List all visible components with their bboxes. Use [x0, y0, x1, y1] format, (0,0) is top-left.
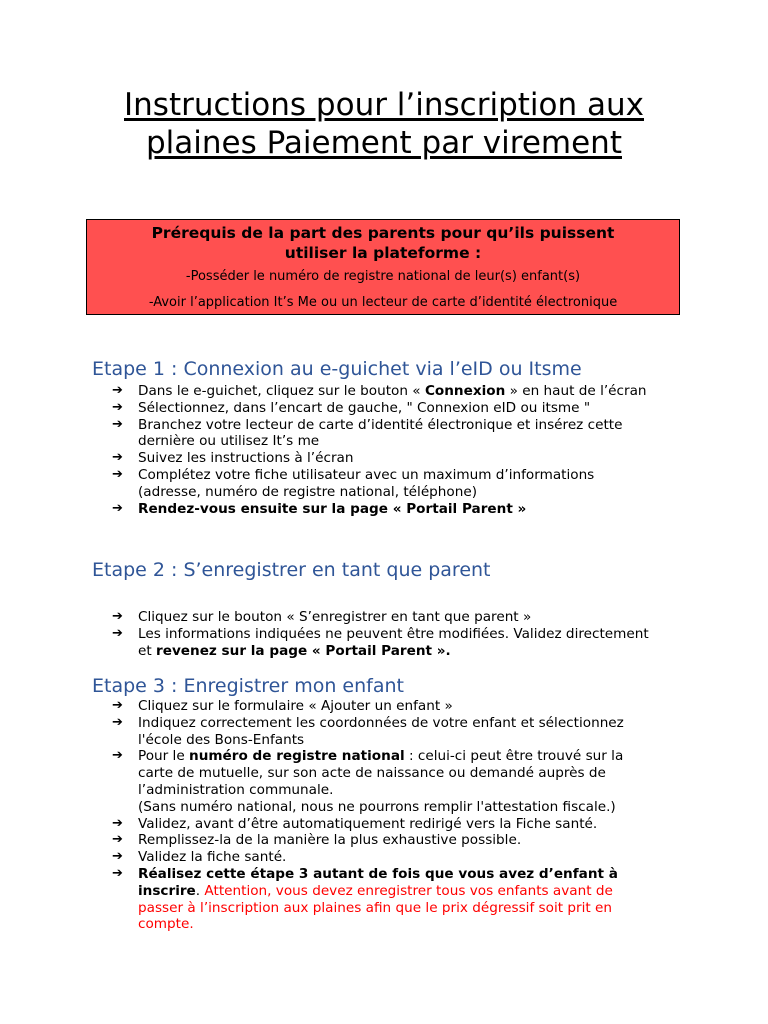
- step-1-list: [112, 383, 692, 517]
- document-title: [60, 86, 708, 162]
- step-2-heading: Etape 2 : S’enregistrer en tant que parent: [92, 559, 491, 581]
- arrow-right-icon: ➔: [112, 500, 123, 516]
- list-item: [112, 748, 692, 815]
- text: Attention, vous devez enregistrer tous vos enfants avant de: [200, 882, 613, 899]
- text: inscrire: [138, 882, 196, 899]
- text: passer à l’inscription aux plaines afin que le prix dégressif soit prit en: [138, 899, 613, 916]
- list-item: [112, 849, 692, 866]
- list-item: [112, 715, 692, 749]
- prerequisites-heading-line-1: Prérequis de la part des parents pour qu’ils puissent: [151, 224, 615, 242]
- text: l’administration communale.: [138, 781, 334, 798]
- text: revenez sur la page « Portail Parent ».: [156, 642, 451, 659]
- text: Cliquez sur le bouton « S’enregistrer en tant que parent »: [138, 609, 532, 625]
- list-item: [112, 467, 692, 501]
- step-1-heading: Etape 1 : Connexion au e-guichet via l’eID ou Itsme: [92, 358, 582, 380]
- text: Rendez-vous ensuite sur la page « Portail Parent »: [138, 500, 527, 517]
- arrow-right-icon: ➔: [112, 383, 123, 398]
- arrow-right-icon: ➔: [112, 698, 123, 713]
- step-2-list: [112, 609, 692, 659]
- arrow-right-icon: ➔: [112, 625, 123, 641]
- arrow-right-icon: ➔: [112, 815, 123, 831]
- arrow-right-icon: ➔: [112, 399, 123, 415]
- arrow-right-icon: ➔: [112, 748, 123, 764]
- text: Pour le: [138, 748, 190, 765]
- text: carte de mutuelle, sur son acte de naissance ou demandé auprès de: [138, 765, 606, 782]
- prerequisites-box: [86, 219, 680, 315]
- warning-text: [138, 883, 613, 933]
- text: Les informations indiquées ne peuvent être modifiées. Validez directement: [138, 625, 649, 642]
- arrow-right-icon: ➔: [112, 714, 123, 730]
- title-line-2: plaines Paiement par virement: [146, 125, 622, 161]
- text: Suivez les instructions à l’écran: [138, 450, 354, 467]
- prerequisites-heading: [87, 220, 679, 263]
- text: Validez la fiche santé.: [138, 849, 287, 866]
- text: Remplissez-la de la manière la plus exhaustive possible.: [138, 832, 522, 849]
- text: Indiquez correctement les coordonnées de votre enfant et sélectionnez: [138, 714, 624, 731]
- list-item: [112, 698, 692, 715]
- list-item: [112, 383, 692, 400]
- text: Réalisez cette étape 3 autant de fois que vous avez d’enfant à: [138, 865, 618, 882]
- text: Validez, avant d’être automatiquement redirigé vers la Fiche santé.: [138, 815, 598, 832]
- arrow-right-icon: ➔: [112, 609, 123, 624]
- text: (adresse, numéro de registre national, téléphone): [138, 483, 478, 500]
- list-item: [112, 450, 692, 467]
- text: Branchez votre lecteur de carte d’identité électronique et insérez cette: [138, 416, 623, 433]
- list-item: [112, 832, 692, 849]
- step-3-heading: Etape 3 : Enregistrer mon enfant: [92, 675, 404, 697]
- list-item: [112, 626, 692, 660]
- arrow-right-icon: ➔: [112, 450, 123, 466]
- prerequisites-heading-line-2: utiliser la plateforme :: [284, 244, 482, 262]
- list-item: [112, 501, 692, 518]
- text: l'école des Bons-Enfants: [138, 731, 305, 748]
- list-item: [112, 400, 692, 417]
- text: dernière ou utilisez It’s me: [138, 433, 320, 450]
- registry-number-emphasis: numéro de registre national: [189, 748, 405, 765]
- text: Sélectionnez, dans l’encart de gauche, " Connexion eID ou itsme ": [138, 399, 591, 416]
- list-item: [112, 866, 692, 933]
- text: (Sans numéro national, nous ne pourrons remplir l'attestation fiscale.): [138, 798, 616, 815]
- text: .: [195, 882, 201, 899]
- connexion-emphasis: Connexion: [424, 383, 506, 399]
- list-item: [112, 417, 692, 451]
- list-item: [112, 609, 692, 626]
- prerequisite-item-2: -Avoir l’application It’s Me ou un lecteur de carte d’identité électronique: [148, 295, 618, 310]
- prerequisite-item-1: -Posséder le numéro de registre national de leur(s) enfant(s): [185, 269, 581, 284]
- text: compte.: [138, 916, 194, 933]
- list-item: [112, 816, 692, 833]
- arrow-right-icon: ➔: [112, 865, 123, 881]
- arrow-right-icon: ➔: [112, 466, 123, 482]
- arrow-right-icon: ➔: [112, 849, 123, 865]
- text: Cliquez sur le formulaire « Ajouter un enfant »: [138, 698, 453, 714]
- arrow-right-icon: ➔: [112, 832, 123, 848]
- text: Dans le e-guichet, cliquez sur le bouton «: [138, 383, 425, 399]
- text: et: [138, 642, 157, 659]
- text: » en haut de l’écran: [505, 383, 647, 399]
- step-3-list: [112, 698, 692, 933]
- text: : celui-ci peut être trouvé sur la: [404, 748, 624, 765]
- arrow-right-icon: ➔: [112, 416, 123, 432]
- text: Complétez votre fiche utilisateur avec un maximum d’informations: [138, 466, 595, 483]
- title-line-1: Instructions pour l’inscription aux: [124, 87, 644, 123]
